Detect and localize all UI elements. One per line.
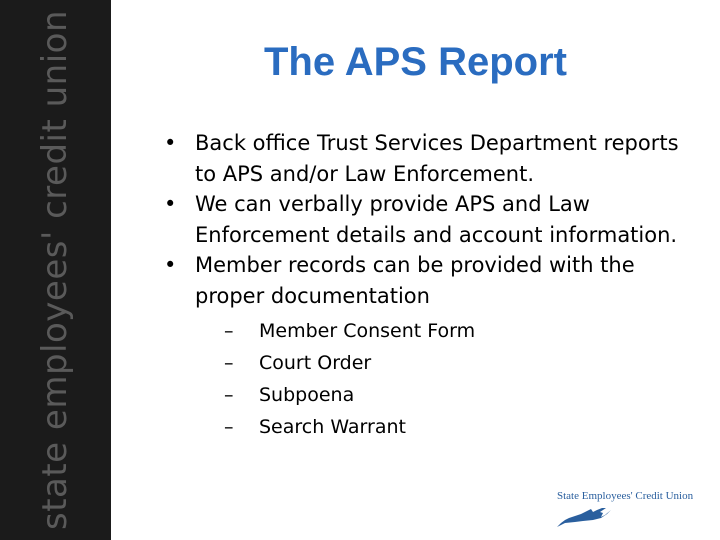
sub-bullet-item <box>224 411 684 443</box>
bullet-list <box>164 128 684 311</box>
credit-union-logo <box>557 490 707 532</box>
dash-icon: – <box>224 416 234 438</box>
slide-content <box>164 128 684 443</box>
sidebar <box>0 0 111 540</box>
sub-bullet-item <box>224 379 684 411</box>
sub-bullet-text: Member Consent Form <box>259 320 476 342</box>
sub-bullet-list <box>224 315 684 443</box>
bullet-item <box>164 128 684 189</box>
bullet-icon: • <box>164 253 177 277</box>
bullet-icon: • <box>164 192 177 216</box>
sub-bullet-text: Court Order <box>259 352 372 374</box>
slide-title: The APS Report <box>264 40 567 84</box>
bullet-icon: • <box>164 131 177 155</box>
bullet-item <box>164 189 684 250</box>
sub-bullet-text: Search Warrant <box>259 416 406 438</box>
sub-bullet-item <box>224 347 684 379</box>
logo-text: State Employees' Credit Union <box>557 490 694 502</box>
north-carolina-map-icon <box>557 490 707 532</box>
dash-icon: – <box>224 352 234 374</box>
sidebar-brand-text: state employees' credit union <box>35 9 75 531</box>
sub-bullet-text: Subpoena <box>259 384 355 406</box>
bullet-text: Member records can be provided with the proper documentation <box>195 253 635 308</box>
dash-icon: – <box>224 384 234 406</box>
bullet-text: Back office Trust Services Department reports to APS and/or Law Enforcement. <box>195 131 679 186</box>
bullet-item <box>164 250 684 311</box>
dash-icon: – <box>224 320 234 342</box>
sub-bullet-item <box>224 315 684 347</box>
bullet-text: We can verbally provide APS and Law Enforcement details and account information. <box>195 192 678 247</box>
